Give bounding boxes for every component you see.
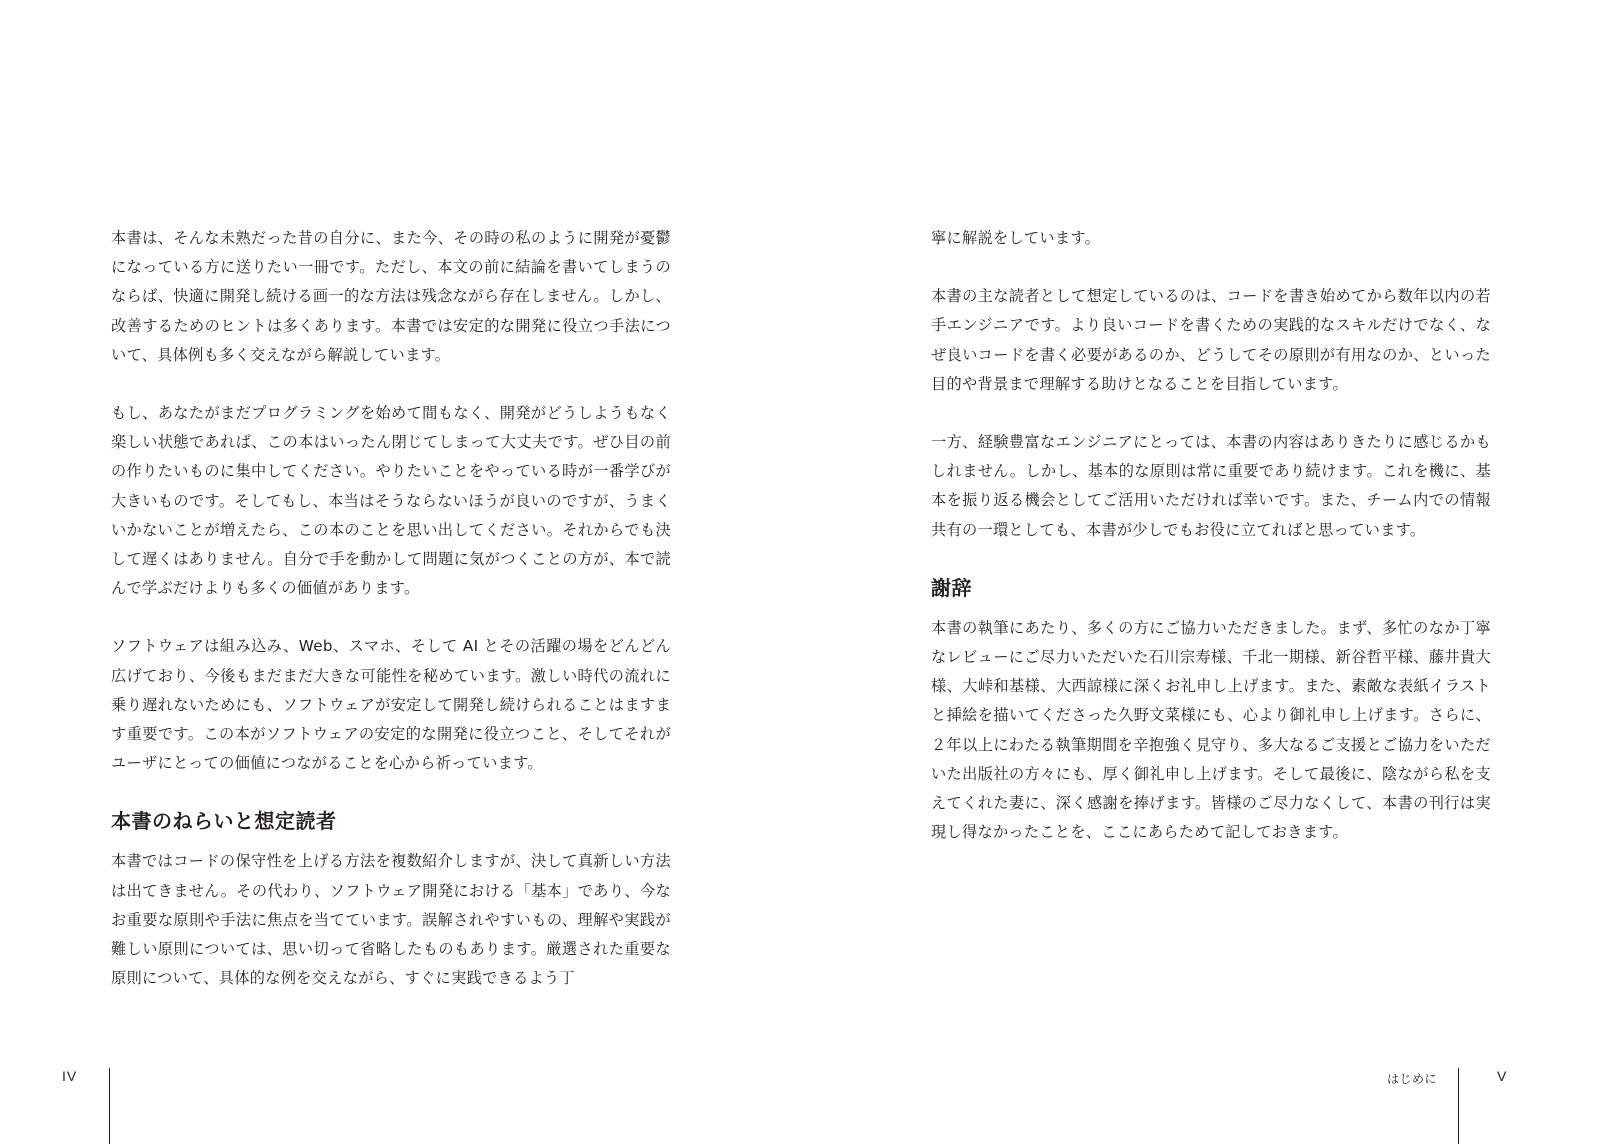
left-page-body <box>111 224 671 1022</box>
body-paragraph: 寧に解説をしています。 <box>931 229 1101 247</box>
body-paragraph: ソフトウェアは組み込み、Web、スマホ、そして AI とその活躍の場をどんどん広げており、今後もまだまだ大きな可能性を秘めています。激しい時代の流れに乗り遅れないためにも、ソフトウェアが安定して開発し続けられることはますます重要です。この本がソフトウェアの安定的な開発に役立つこと、そしてそれがユーザにとっての価値につながることを心から祈っています。 <box>111 637 671 773</box>
running-head: はじめに <box>1387 1072 1438 1086</box>
body-paragraph: 本書の執筆にあたり、多くの方にご協力いただきました。まず、多忙のなか丁寧なレビューにご尽力いただいた石川宗寿様、千北一期様、新谷哲平様、藤井貴大様、大峠和基様、大西諒様に深くお礼申し上げます。また、素敵な表紙イラストと挿絵を描いてくださった久野文菜様にも、心より御礼申し上げます。さらに、２年以上にわたる執筆期間を辛抱強く見守り、多大なるご支援とご協力をいただいた出版社の方々にも、厚く御礼申し上げます。そして最後に、陰ながら私を支えてくれた妻に、深く感謝を捧げます。皆様のご尽力なくして、本書の刊行は実現し得なかったことを、ここにあらためて記しておきます。 <box>931 618 1491 842</box>
body-paragraph: もし、あなたがまだプログラミングを始めて間もなく、開発がどうしようもなく楽しい状態であれば、この本はいったん閉じてしまって大丈夫です。ぜひ目の前の作りたいものに集中してください。やりたいことをやっている時が一番学びが大きいものです。そしてもし、本当はそうならないほうが良いのですが、うまくいかないことが増えたら、この本のことを思い出してください。それからでも決して遅くはありません。自分で手を動かして問題に気がつくことの方が、本で読んで学ぶだけよりも多くの価値があります。 <box>111 404 671 598</box>
right-page <box>800 0 1600 1144</box>
folio-rule <box>1458 1068 1459 1144</box>
body-paragraph: 一方、経験豊富なエンジニアにとっては、本書の内容はありきたりに感じるかもしれません。しかし、基本的な原則は常に重要であり続けます。これを機に、基本を振り返る機会としてご活用いただければ幸いです。また、チーム内での情報共有の一環としても、本書が少しでもお役に立てればと思っています。 <box>931 433 1491 539</box>
body-paragraph: 本書は、そんな未熟だった昔の自分に、また今、その時の私のように開発が憂鬱になっている方に送りたい一冊です。ただし、本文の前に結論を書いてしまうのならば、快適に開発し続ける画一的な方法は残念ながら存在しません。しかし、改善するためのヒントは多くあります。本書では安定的な開発に役立つ手法について、具体例も多く交えながら解説しています。 <box>111 229 671 364</box>
section-heading: 謝辞 <box>931 575 972 600</box>
section-heading: 本書のねらいと想定読者 <box>111 809 337 834</box>
body-paragraph: 本書の主な読者として想定しているのは、コードを書き始めてから数年以内の若手エンジニアです。より良いコードを書くための実践的なスキルだけでなく、なぜ良いコードを書く必要があるのか、どうしてその原則が有用なのか、といった目的や背景まで理解する助けとなることを目指しています。 <box>931 287 1491 393</box>
folio-rule <box>109 1068 110 1144</box>
page-number: IV <box>62 1068 78 1084</box>
page-number: V <box>1497 1068 1508 1084</box>
right-page-body <box>931 224 1491 876</box>
body-paragraph: 本書ではコードの保守性を上げる方法を複数紹介しますが、決して真新しい方法は出てきません。その代わり、ソフトウェア開発における「基本」であり、今なお重要な原則や手法に焦点を当てています。誤解されやすいもの、理解や実践が難しい原則については、思い切って省略したものもあります。厳選された重要な原則について、具体的な例を交えながら、すぐに実践できるよう丁 <box>111 852 671 988</box>
